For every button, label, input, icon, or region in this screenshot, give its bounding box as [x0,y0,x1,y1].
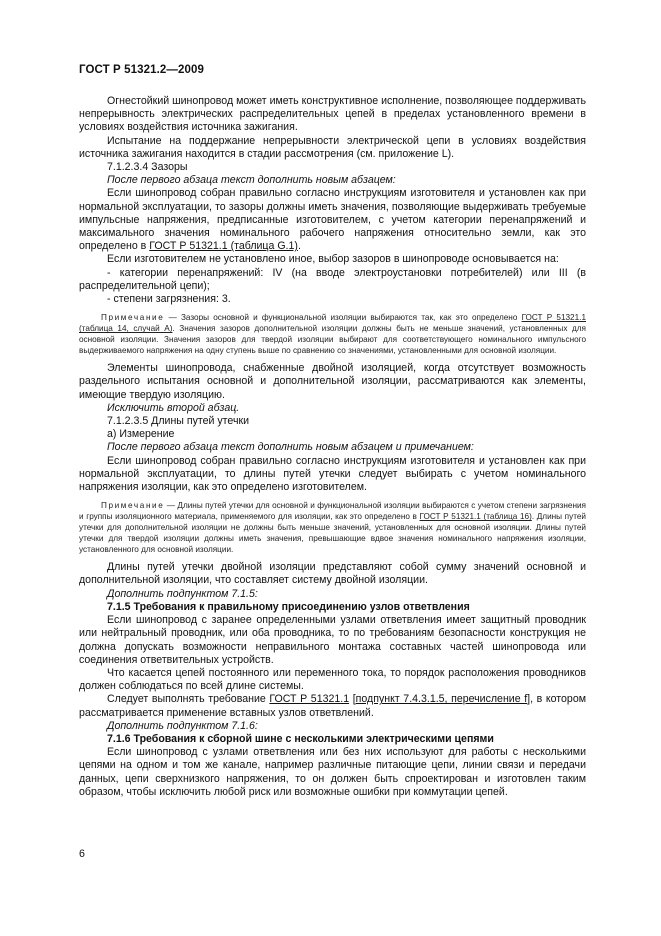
subsection-heading: а) Измерение [107,428,175,441]
paragraph: Если изготовителем не установлено иное, выбор зазоров в шинопроводе основывается на: [107,253,559,266]
page-number: 6 [79,848,85,860]
paragraph: Что касается цепей постоянного или переменного тока, то порядок расположения проводников должен соблюдаться по всей длине системы. [79,666,586,693]
paragraph: Если шинопровод собран правильно согласно инструкциям изготовителя и установлен как при нормальной эксплуатации, то длины путей утечки следует выбирать с учетом номинального напряжения изоляции, как это определено изготовителем. [79,454,586,494]
section-heading: 7.1.6 Требования к сборной шине с несколькими электрическими цепями [107,732,494,745]
note-label: Примечание [101,313,165,323]
amendment-instruction: После первого абзаца текст дополнить новым абзацем и примечанием: [107,441,474,454]
note-label: Примечание [101,501,165,511]
paragraph [79,693,586,719]
text: Следует выполнять требование [107,693,270,706]
amendment-instruction: Дополнить подпунктом 7.1.6: [107,719,258,732]
list-item: - степени загрязнения: 3. [107,293,231,306]
section-heading: 7.1.2.3.5 Длины путей утечки [107,415,250,428]
standard-reference-link[interactable]: ГОСТ Р 51321.1 (таблица 14, случай А) [79,313,586,334]
document-header: ГОСТ Р 51321.2—2009 [79,64,204,76]
paragraph [79,187,586,253]
text: — Зазоры основной и функциональной изоляции выбираются так, как это определено [164,313,522,323]
note [79,312,586,356]
text: Если шинопровод собран правильно согласно инструкциям изготовителя и установлен как при нормальной эксплуатации, то зазоры должны иметь значения, позволяющие выдерживать требуемые импульсные напряжения, предписанные изготовителем, с учетом категории перенапряжений и максимального значения номинального рабочего напряжения относительно земли, как это определено в [79,187,586,253]
text: . Значения зазоров дополнительной изоляции должны быть не меньше значений, установленных для основной изоляции. Значения зазоров для твердой изоляции выбирают для соответствующего номинального импульсного выдерживаемого напряжения на одну ступень выше по сравнению со значениями, установленными для основной изоляции. [79,324,586,356]
text: [ [349,693,356,706]
text: . Длины путей утечки для дополнительной изоляции не должны быть меньше значений, установленных для основной изоляции. Длины путей утечки для твердой изоляции должны иметь значения, превышающие вдвое значения номинального напряжения изоляции, установленного для основной изоляции. [79,512,586,555]
amendment-instruction: После первого абзаца текст дополнить новым абзацем: [107,174,396,187]
text: ], в котором рассматривается применение вставных узлов ответвлений. [79,693,586,719]
paragraph: Элементы шинопровода, снабженные двойной изоляцией, когда отсутствует возможность раздельного испытания основной и дополнительной изоляции, рассматриваются как элементы, имеющие твердую изоляцию. [79,362,586,401]
standard-reference-link[interactable]: ГОСТ Р 51321.1 (таблица G.1) [149,240,298,253]
paragraph: Огнестойкий шинопровод может иметь конструктивное исполнение, позволяющее поддерживать непрерывность электрических распределительных цепей в пределах установленного времени в условиях воздействия источника зажигания. [79,95,586,134]
paragraph: Если шинопровод с узлами ответвления или без них используют для работы с несколькими цепями на одном и том же канале, например различные питающие цепи, линии связи и передачи данных, цепи сверхнизкого напряжения, то он должен быть спроектирован и изготовлен таким образом, чтобы исключить любой риск или возможные ошибки при коммутации цепей. [79,746,586,798]
section-heading: 7.1.5 Требования к правильному присоединению узлов ответвления [107,600,470,613]
note [79,500,586,555]
paragraph: Испытание на поддержание непрерывности электрической цепи в условиях воздействия источника зажигания находится в стадии рассмотрения (см. приложение L). [79,134,586,160]
text: . [297,240,301,253]
amendment-instruction: Исключить второй абзац. [107,401,240,414]
section-heading: 7.1.2.3.4 Зазоры [107,161,188,174]
text: — Длины путей утечки для основной и функциональной изоляции выбираются с учетом степени загрязнения и группы изоляционного материала, применяемого для изоляции, как это определено в [79,501,586,522]
paragraph: Длины путей утечки двойной изоляции представляют собой сумму значений основной и дополнительной изоляции, что составляет систему двойной изоляции. [79,561,586,587]
standard-reference-link[interactable]: ГОСТ Р 51321.1 [269,693,350,706]
standard-reference-link[interactable]: ГОСТ Р 51321.1 (таблица 16) [419,512,532,522]
clause-reference-link[interactable]: подпункт 7.4.3.1.5, перечисление f [355,693,528,706]
list-item: - категории перенапряжений: IV (на вводе электроустановки потребителей) или III (в распределительной цепи); [79,266,586,292]
paragraph: Если шинопровод с заранее определенными узлами ответвления имеет защитный проводник или нейтральный проводник, или оба проводника, то по требованиям безопасности конструкция не должна допускать возможности неправильного монтажа составных частей шинопровода или соединения ответвительных устройств. [79,614,586,666]
amendment-instruction: Дополнить подпунктом 7.1.5: [107,587,258,600]
document-body [79,95,586,799]
